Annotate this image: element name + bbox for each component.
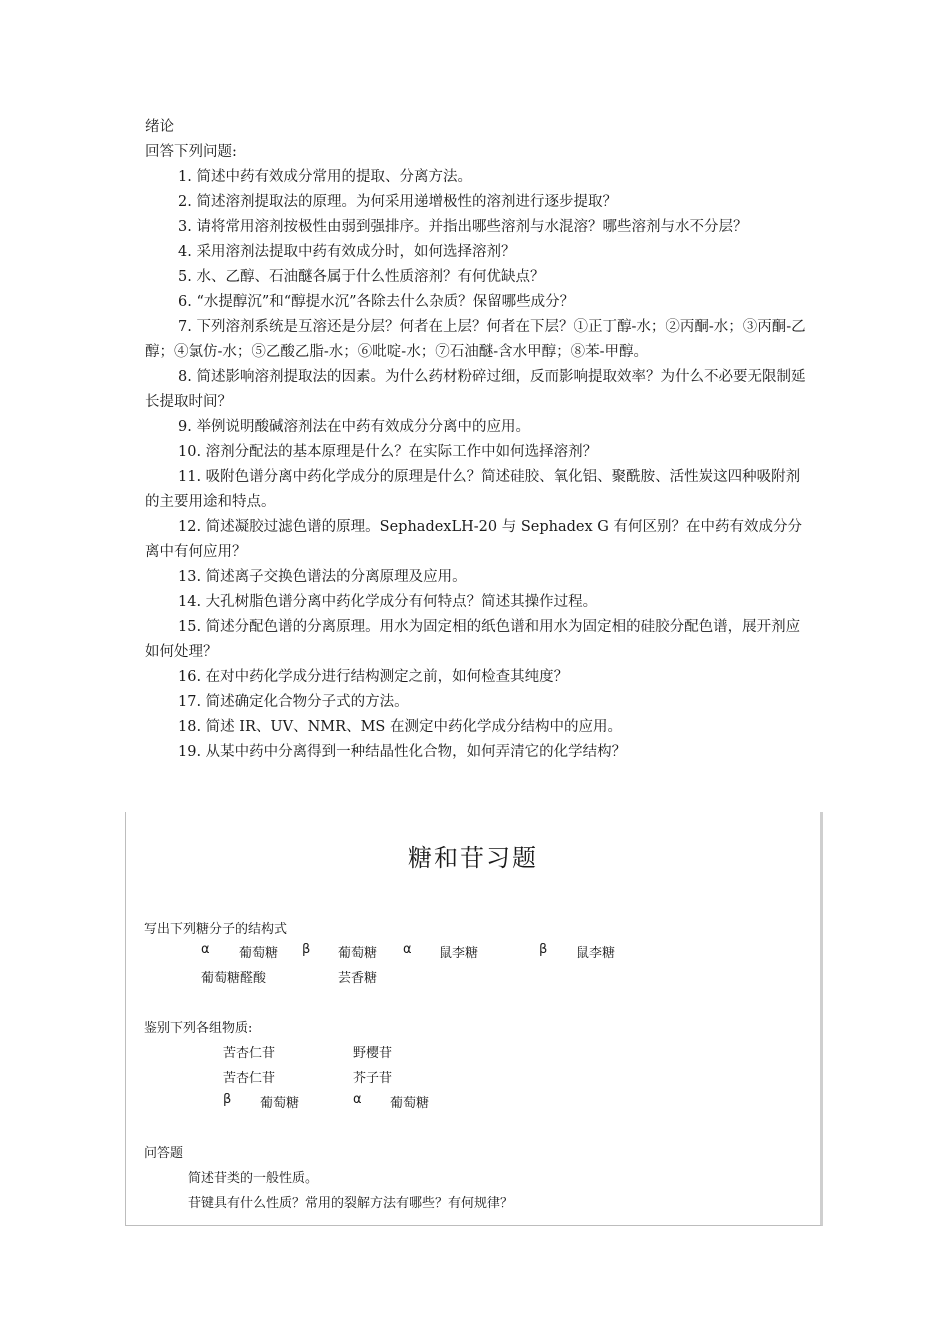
- section-title: 绪论: [145, 119, 174, 135]
- question-item: 11. 吸附色谱分离中药化学成分的原理是什么？简述硅胶、氧化铝、聚酰胺、活性炭这四种吸附剂的主要用途和特点。: [145, 469, 801, 510]
- compound-name: 野樱苷: [353, 1046, 393, 1061]
- compound-name: 苦杏仁苷: [223, 1071, 276, 1086]
- sugar-name: 鼠李糖: [576, 946, 616, 961]
- sugar-name: 鼠李糖: [439, 946, 479, 961]
- intro-section: [145, 115, 810, 765]
- greek-alpha-label: α: [353, 1092, 362, 1107]
- question-item: 5. 水、乙醇、石油醚各属于什么性质溶剂？有何优缺点？: [178, 269, 545, 285]
- question-item: 4. 采用溶剂法提取中药有效成分时，如何选择溶剂？: [178, 244, 516, 260]
- question-item: 16. 在对中药化学成分进行结构测定之前，如何检查其纯度？: [178, 669, 569, 685]
- structure-question-label: 写出下列糖分子的结构式: [144, 922, 288, 937]
- sugar-name: 葡萄糖: [239, 946, 279, 961]
- question-item: 9. 举例说明酸碱溶剂法在中药有效成分分离中的应用。: [178, 419, 530, 435]
- question-item: 8. 简述影响溶剂提取法的因素。为什么药材粉碎过细，反而影响提取效率？为什么不必要无限制延长提取时间？: [145, 369, 806, 410]
- greek-alpha-label: α: [201, 942, 210, 957]
- greek-alpha-label: α: [403, 942, 412, 957]
- question-item: 14. 大孔树脂色谱分离中药化学成分有何特点？简述其操作过程。: [178, 594, 598, 610]
- qa-label: 问答题: [144, 1146, 184, 1161]
- qa-item: 简述苷类的一般性质。: [188, 1171, 319, 1186]
- question-item: 1. 简述中药有效成分常用的提取、分离方法。: [178, 169, 472, 185]
- question-item: 7. 下列溶剂系统是互溶还是分层？何者在上层？何者在下层？①正丁醇-水；②丙酮-水；③丙酮-乙醇；④氯仿-水；⑤乙酸乙脂-水；⑥吡啶-水；⑦石油醚-含水甲醇；⑧苯-甲醇。: [145, 319, 806, 360]
- question-list: [145, 165, 810, 765]
- question-item: 6. “水提醇沉”和“醇提水沉”各除去什么杂质？保留哪些成分？: [178, 294, 575, 310]
- compound-name: 葡萄糖: [390, 1096, 430, 1111]
- greek-beta-label: β: [539, 942, 548, 957]
- question-item: 18. 简述 IR、UV、NMR、MS 在测定中药化学成分结构中的应用。: [178, 719, 622, 735]
- compound-name: 葡萄糖: [260, 1096, 300, 1111]
- compound-name: 苦杏仁苷: [223, 1046, 276, 1061]
- greek-beta-label: β: [302, 942, 311, 957]
- section-prompt: 回答下列问题:: [145, 144, 237, 160]
- question-item: 10. 溶剂分配法的基本原理是什么？在实际工作中如何选择溶剂？: [178, 444, 598, 460]
- question-item: 15. 简述分配色谱的分离原理。用水为固定相的纸色谱和用水为固定相的硅胶分配色谱，展开剂应如何处理？: [145, 619, 801, 660]
- sugar-name: 芸香糖: [338, 971, 378, 986]
- question-item: 12. 简述凝胶过滤色谱的原理。SephadexLH-20 与 Sephadex G 有何区别？在中药有效成分分离中有何应用？: [145, 519, 802, 560]
- question-item: 17. 简述确定化合物分子式的方法。: [178, 694, 409, 710]
- greek-beta-label: β: [223, 1092, 232, 1107]
- sugar-name: 葡萄糖: [338, 946, 378, 961]
- compound-name: 芥子苷: [353, 1071, 393, 1086]
- qa-item: 苷键具有什么性质？常用的裂解方法有哪些？有何规律？: [188, 1196, 514, 1211]
- identify-question-label: 鉴别下列各组物质:: [144, 1021, 253, 1036]
- sugar-glycoside-exercise-box: [125, 812, 823, 1226]
- sugar-name: 葡萄糖醛酸: [201, 971, 267, 986]
- question-item: 13. 简述离子交换色谱法的分离原理及应用。: [178, 569, 467, 585]
- question-item: 19. 从某中药中分离得到一种结晶性化合物，如何弄清它的化学结构？: [178, 744, 627, 760]
- exercise-title: 糖和苷习题: [408, 844, 538, 872]
- question-item: 3. 请将常用溶剂按极性由弱到强排序。并指出哪些溶剂与水混溶？哪些溶剂与水不分层？: [178, 219, 748, 235]
- question-item: 2. 简述溶剂提取法的原理。为何采用递增极性的溶剂进行逐步提取？: [178, 194, 617, 210]
